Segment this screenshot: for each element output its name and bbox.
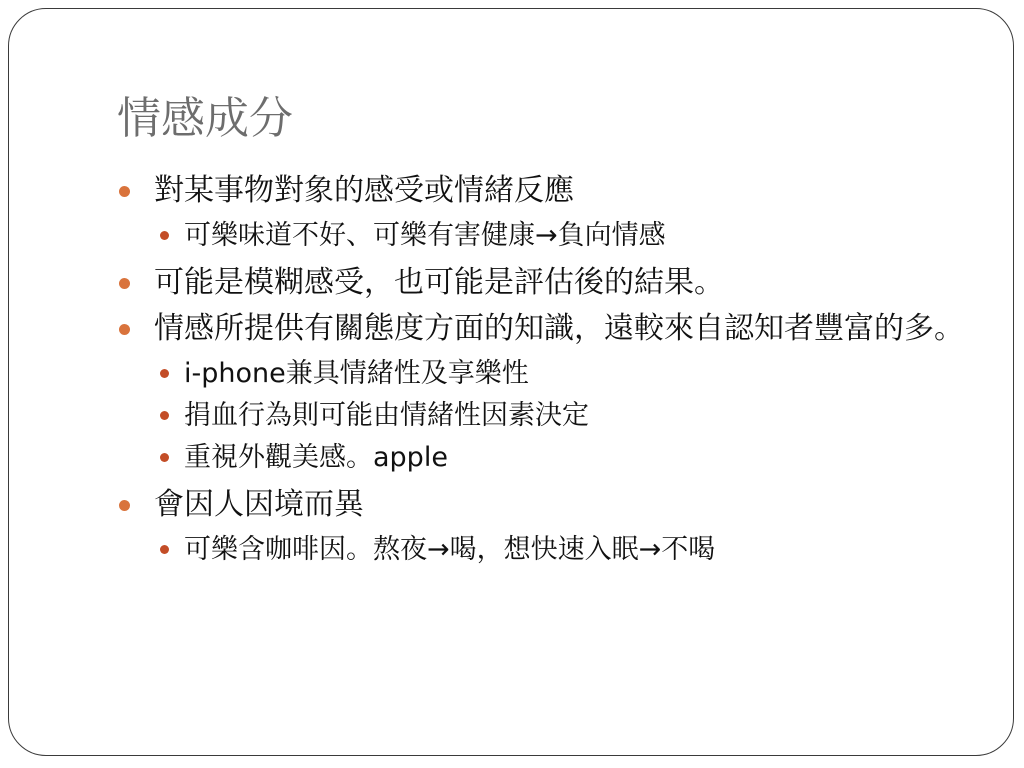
bullet-text: 情感所提供有關態度方面的知識，遠較來自認知者豐富的多。 (154, 311, 964, 346)
bullet-text: 可能是模糊感受，也可能是評估後的結果。 (154, 265, 724, 300)
bullet-text: 對某事物對象的感受或情緒反應 (154, 173, 574, 208)
slide-frame (8, 8, 1014, 756)
bullet-item (117, 309, 977, 479)
sub-bullet-item (154, 437, 977, 479)
bullet-item (117, 485, 977, 571)
sub-bullet-list (154, 529, 977, 571)
bullet-dot-icon (119, 186, 130, 197)
slide-title: 情感成分 (117, 93, 293, 144)
sub-bullet-text: 可樂含咖啡因。熬夜→喝，想快速入眠→不喝 (184, 534, 716, 565)
sub-bullet-dot-icon (160, 411, 169, 420)
bullet-list (117, 171, 977, 571)
sub-bullet-text: 捐血行為則可能由情緒性因素決定 (184, 400, 589, 431)
bullet-dot-icon (119, 500, 130, 511)
sub-bullet-text: i-phone兼具情緒性及享樂性 (184, 358, 529, 389)
bullet-dot-icon (119, 278, 130, 289)
sub-bullet-list (154, 353, 977, 479)
bullet-item (117, 171, 977, 257)
sub-bullet-dot-icon (160, 453, 169, 462)
sub-bullet-text: 重視外觀美感。apple (184, 442, 448, 473)
sub-bullet-dot-icon (160, 231, 169, 240)
sub-bullet-list (154, 215, 977, 257)
sub-bullet-text: 可樂味道不好、可樂有害健康→負向情感 (184, 220, 666, 251)
sub-bullet-item (154, 353, 977, 395)
bullet-text: 會因人因境而異 (154, 487, 364, 522)
sub-bullet-item (154, 215, 977, 257)
slide-content (117, 171, 977, 577)
bullet-item (117, 263, 977, 303)
bullet-dot-icon (119, 324, 130, 335)
sub-bullet-item (154, 395, 977, 437)
sub-bullet-dot-icon (160, 545, 169, 554)
sub-bullet-dot-icon (160, 369, 169, 378)
sub-bullet-item (154, 529, 977, 571)
